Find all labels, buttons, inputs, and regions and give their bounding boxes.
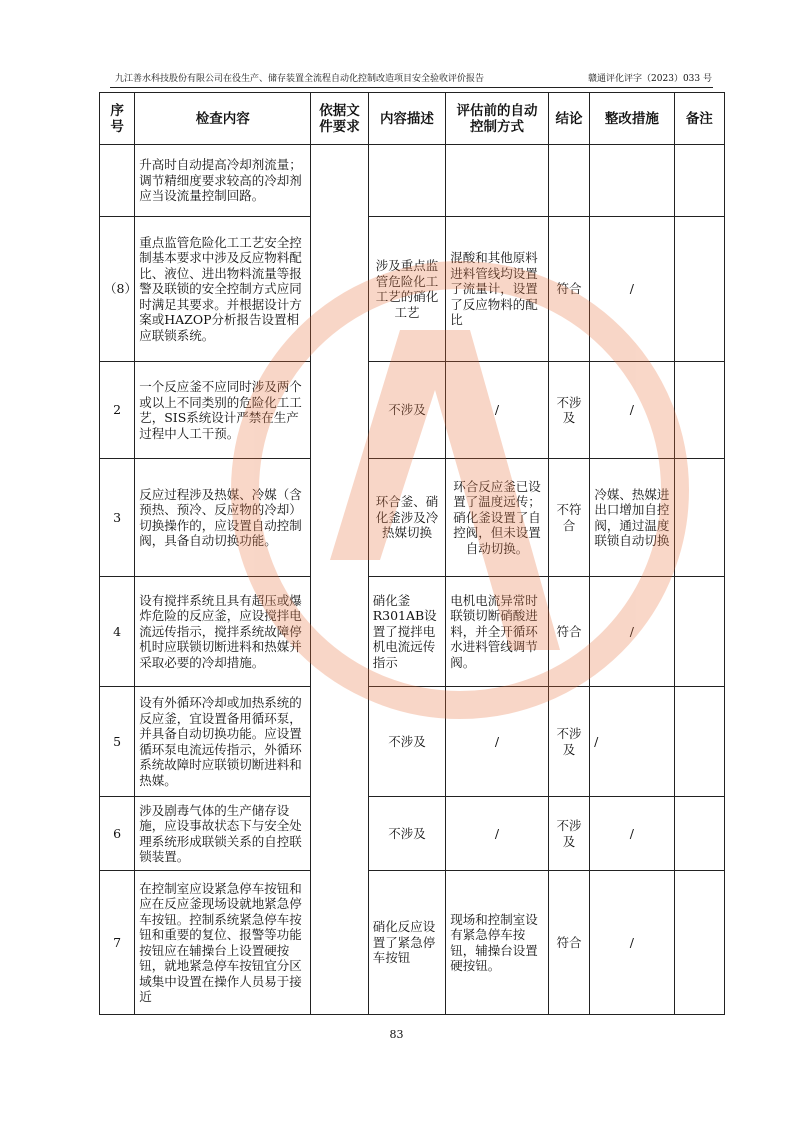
row-no: 5 — [100, 687, 135, 797]
header-content: 检查内容 — [135, 93, 311, 145]
row-rectify: / — [590, 797, 675, 871]
row-method: 混酸和其他原料进料管线均设置了流量计，设置了反应物料的配比 — [446, 217, 549, 362]
row-content: 反应过程涉及热媒、冷媒（含预热、预冷、反应物的冷却）切换操作的，应设置自动控制阀，具备自动切换功能。 — [135, 459, 311, 577]
row-rectify: 冷媒、热媒进出口增加自控阀，通过温度联锁自动切换 — [590, 459, 675, 577]
page-header — [110, 72, 712, 86]
row-conclusion: 不符合 — [548, 459, 589, 577]
row-remark — [674, 145, 724, 217]
table-row — [100, 459, 725, 577]
row-content: 设有搅拌系统且具有超压或爆炸危险的反应釜，应设搅拌电流远传指示，搅拌系统故障停机时应联锁切断进料和热媒并采取必要的冷却措施。 — [135, 577, 311, 687]
row-conclusion: 不涉及 — [548, 797, 589, 871]
row-rectify: / — [590, 577, 675, 687]
table-row — [100, 217, 725, 362]
row-conclusion: 不涉及 — [548, 687, 589, 797]
header-rule — [110, 87, 713, 88]
row-no: 6 — [100, 797, 135, 871]
row-method: 环合反应釜已设置了温度远传；硝化釜设置了自控阀，但未设置自动切换。 — [446, 459, 549, 577]
row-desc: 涉及重点监管危险化工工艺的硝化工艺 — [368, 217, 445, 362]
row-desc — [368, 145, 445, 217]
row-remark — [674, 797, 724, 871]
header-rectify: 整改措施 — [590, 93, 675, 145]
row-method — [446, 145, 549, 217]
row-content: 涉及剧毒气体的生产储存设施，应设事故状态下与安全处理系统形成联锁关系的自控联锁装置。 — [135, 797, 311, 871]
row-method: 现场和控制室设有紧急停车按钮，辅操台设置硬按钮。 — [446, 871, 549, 1015]
row-no: 7 — [100, 871, 135, 1015]
header-no: 序号 — [100, 93, 135, 145]
header-basis: 依据文件要求 — [311, 93, 368, 145]
row-remark — [674, 217, 724, 362]
row-desc: 环合釜、硝化釜涉及冷热媒切换 — [368, 459, 445, 577]
page-number: 83 — [389, 1028, 404, 1041]
row-conclusion: 符合 — [548, 217, 589, 362]
row-conclusion: 符合 — [548, 577, 589, 687]
row-remark — [674, 577, 724, 687]
row-no — [100, 145, 135, 217]
row-no: 2 — [100, 362, 135, 459]
table-row — [100, 145, 725, 217]
row-no: 4 — [100, 577, 135, 687]
row-method: / — [446, 362, 549, 459]
row-desc: 不涉及 — [368, 797, 445, 871]
header-conclusion: 结论 — [548, 93, 589, 145]
table-row — [100, 871, 725, 1015]
header-desc: 内容描述 — [368, 93, 445, 145]
row-rectify: / — [590, 217, 675, 362]
row-content: 在控制室应设紧急停车按钮和应在反应釜现场设就地紧急停车按钮。控制系统紧急停车按钮和重要的复位、报警等功能按钮应在辅操台上设置硬按钮，就地紧急停车按钮宜分区域集中设置在操作人员易于接近 — [135, 871, 311, 1015]
row-rectify: / — [590, 362, 675, 459]
inspection-table — [99, 92, 725, 1015]
report-title: 九江善水科技股份有限公司在役生产、储存装置全流程自动化控制改造项目安全验收评价报告 — [115, 74, 485, 84]
row-conclusion: 符合 — [548, 871, 589, 1015]
row-rectify — [590, 145, 675, 217]
row-remark — [674, 362, 724, 459]
row-no: 3 — [100, 459, 135, 577]
table-row — [100, 362, 725, 459]
row-method: / — [446, 797, 549, 871]
row-rectify: / — [590, 871, 675, 1015]
row-content: 设有外循环冷却或加热系统的反应釜，宜设置备用循环泵，并具备自动切换功能。应设置循环泵电流远传指示，外循环系统故障时应联锁切断进料和热媒。 — [135, 687, 311, 797]
row-desc: 硝化釜R301AB设置了搅拌电机电流远传指示 — [368, 577, 445, 687]
row-no: （8） — [100, 217, 135, 362]
table-row — [100, 687, 725, 797]
row-content: 重点监管危险化工工艺安全控制基本要求中涉及反应物料配比、液位、进出物料流量等报警及联锁的安全控制方式应同时满足其要求。并根据设计方案或HAZOP分析报告设置相应联锁系统。 — [135, 217, 311, 362]
row-content: 升高时自动提高冷却剂流量；调节精细度要求较高的冷却剂应当设流量控制回路。 — [135, 145, 311, 217]
row-desc: 不涉及 — [368, 362, 445, 459]
basis-cell — [311, 145, 368, 1015]
header-method: 评估前的自动控制方式 — [446, 93, 549, 145]
row-remark — [674, 871, 724, 1015]
row-conclusion — [548, 145, 589, 217]
row-content: 一个反应釜不应同时涉及两个或以上不同类别的危险化工工艺，SIS系统设计严禁在生产过程中人工干预。 — [135, 362, 311, 459]
header-remark: 备注 — [674, 93, 724, 145]
row-method: 电机电流异常时联锁切断硝酸进料，并全开循环水进料管线调节阀。 — [446, 577, 549, 687]
row-method: / — [446, 687, 549, 797]
row-remark — [674, 687, 724, 797]
row-desc: 硝化反应设置了紧急停车按钮 — [368, 871, 445, 1015]
table-header-row — [100, 93, 725, 145]
row-rectify: / — [590, 687, 675, 797]
row-remark — [674, 459, 724, 577]
report-number: 赣通评化评字（2023）033 号 — [588, 74, 712, 84]
row-desc: 不涉及 — [368, 687, 445, 797]
table-row — [100, 577, 725, 687]
table-row — [100, 797, 725, 871]
row-conclusion: 不涉及 — [548, 362, 589, 459]
